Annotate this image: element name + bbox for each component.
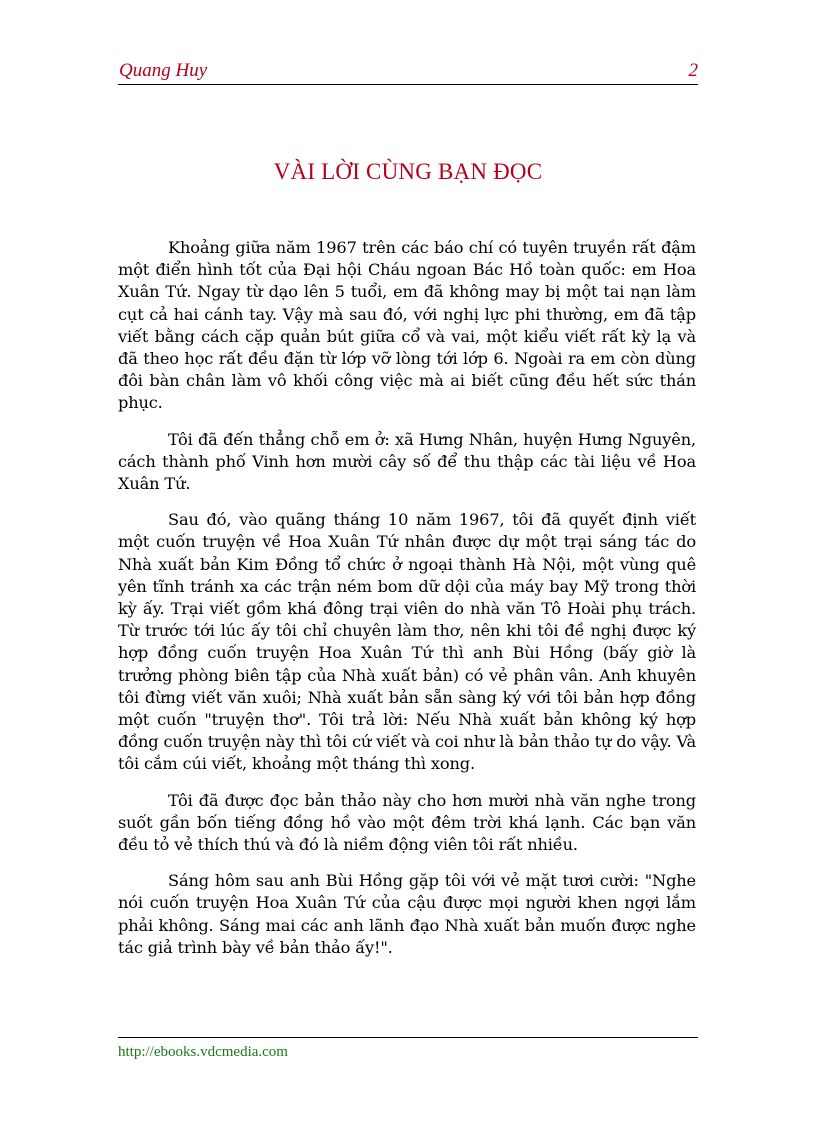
body-text [118, 237, 696, 973]
paragraph: Khoảng giữa năm 1967 trên các báo chí có tuyên truyền rất đậm một điển hình tốt của Đại hội Cháu ngoan Bác Hồ toàn quốc: em Hoa Xuân Tứ. Ngay từ dạo lên 5 tuổi, em đã không may bị một tai nạn làm cụt cả hai cánh tay. Vậy mà sau đó, với nghị lực phi thường, em đã tập viết bằng cách cặp quản bút giữa cổ và vai, một kiểu viết rất kỳ lạ và đã theo học rất đều đặn từ lớp vỡ lòng tới lớp 6. Ngoài ra em còn dùng đôi bàn chân làm vô khối công việc mà ai biết cũng đều hết sức thán phục. [118, 238, 696, 413]
paragraph: Tôi đã đến thẳng chỗ em ở: xã Hưng Nhân, huyện Hưng Nguyên, cách thành phố Vinh hơn mười cây số để thu thập các tài liệu về Hoa Xuân Tứ. [118, 429, 696, 494]
paragraph: Sau đó, vào quãng tháng 10 năm 1967, tôi đã quyết định viết một cuốn truyện về Hoa Xuân Tứ nhân được dự một trại sáng tác do Nhà xuất bản Kim Đồng tổ chức ở ngoại thành Hà Nội, một vùng quê yên tĩnh tránh xa các trận ném bom dữ dội của máy bay Mỹ trong thời kỳ ấy. Trại viết gồm khá đông trại viên do nhà văn Tô Hoài phụ trách. Từ trước tới lúc ấy tôi chỉ chuyên làm thơ, nên khi tôi đề nghị được ký hợp đồng cuốn truyện Hoa Xuân Tứ thì anh Bùi Hồng (bấy giờ là trưởng phòng biên tập của Nhà xuất bản) có vẻ phân vân. Anh khuyên tôi đừng viết văn xuôi; Nhà xuất bản sẵn sàng ký với tôi bản hợp đồng một cuốn "truyện thơ". Tôi trả lời: Nếu Nhà xuất bản không ký hợp đồng cuốn truyện này thì tôi cứ viết và coi như là bản thảo tự do vậy. Và tôi cắm cúi viết, khoảng một tháng thì xong. [118, 510, 696, 774]
footer-divider [118, 1037, 698, 1038]
paragraph: Tôi đã được đọc bản thảo này cho hơn mười nhà văn nghe trong suốt gần bốn tiếng đồng hồ vào một đêm trời khá lạnh. Các bạn văn đều tỏ vẻ thích thú và đó là niềm động viên tôi rất nhiều. [118, 790, 696, 855]
footer-link[interactable]: http://ebooks.vdcmedia.com [118, 1044, 288, 1060]
chapter-title: VÀI LỜI CÙNG BẠN ĐỌC [273, 159, 543, 184]
header-author: Quang Huy [119, 60, 208, 81]
page-header [118, 60, 698, 85]
page-number: 2 [688, 60, 698, 81]
paragraph: Sáng hôm sau anh Bùi Hồng gặp tôi với vẻ mặt tươi cười: "Nghe nói cuốn truyện Hoa Xuân Tứ của cậu được mọi người khen ngợi lắm phải không. Sáng mai các anh lãnh đạo Nhà xuất bản muốn được nghe tác giả trình bày về bản thảo ấy!". [118, 871, 696, 957]
